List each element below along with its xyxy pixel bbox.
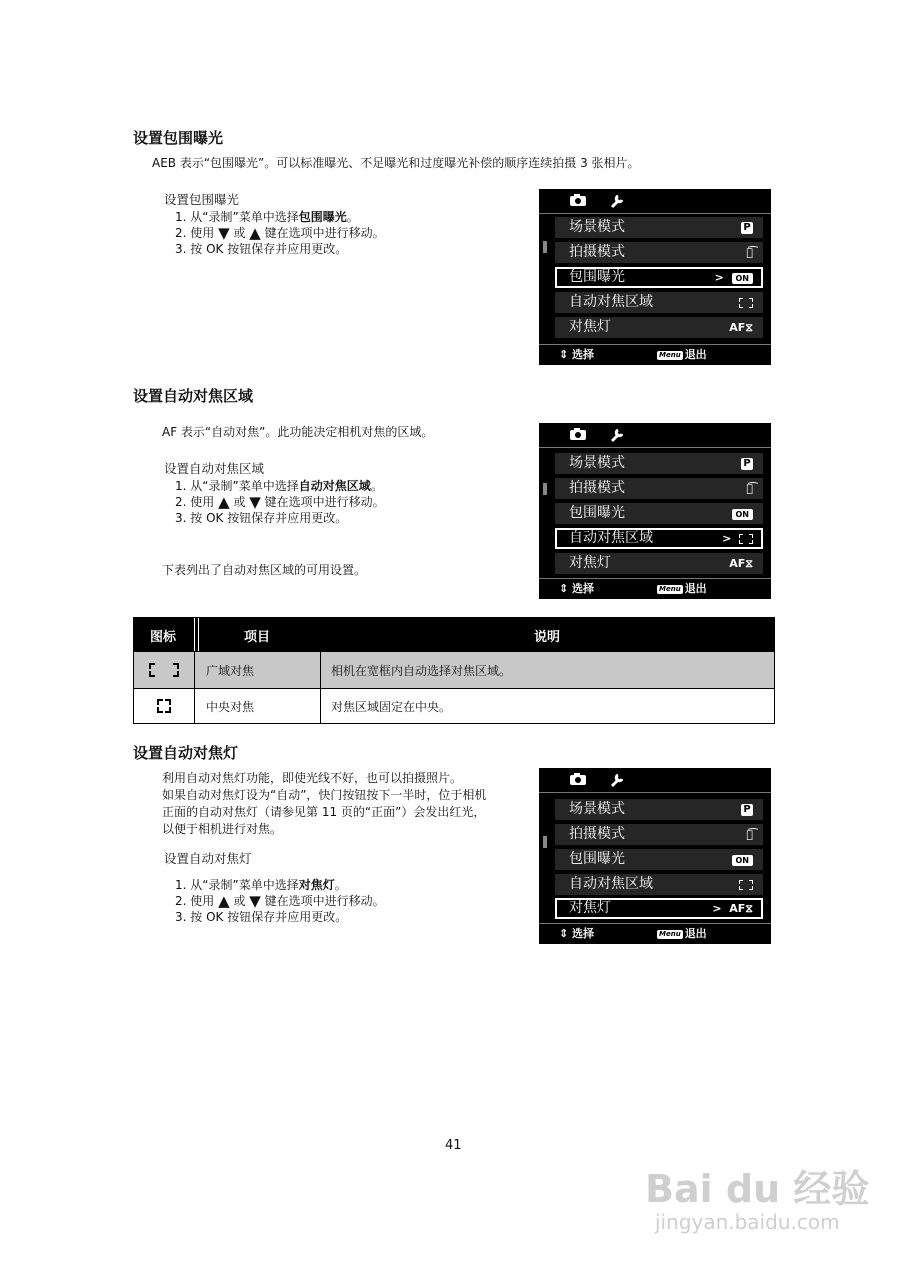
step-1: 1. 从“录制”菜单中选择自动对焦区域。 [175,479,383,493]
menu-item-bracket: 包围曝光 ON [555,503,763,524]
step-1: 1. 从“录制”菜单中选择包围曝光。 [175,210,359,224]
down-arrow-key-icon: ▼ [218,224,230,242]
af-bracket-icon [739,880,753,890]
header-desc-col: 说明 [534,630,561,645]
camera-menu-screen [539,768,771,944]
watermark-url: jingyan.baidu.com [655,1210,840,1234]
scrollbar [543,483,547,495]
up-arrow-key-icon: ▲ [249,224,261,242]
center-af-icon [157,699,171,713]
wrench-icon [609,772,625,788]
menu-item-af-lamp: 对焦灯 AF⧖ [555,317,763,338]
section-title-bracketing: 设置包围曝光 [133,129,224,147]
table-header [134,618,774,651]
step-3: 3. 按 OK 按钮保存并应用更改。 [175,242,348,256]
menu-item-af-area: 自动对焦区域 [555,874,763,895]
menu-tab-bar [539,423,771,448]
section-intro: 利用自动对焦灯功能，即使光线不好，也可以拍摄照片。 如果自动对焦灯设为“自动”，快门按钮按下一半时，位于相机 正面的自动对焦灯（请参见第 11 页的“正面”）会发出红光， 以便于相机进行对焦。 [162,771,487,836]
menu-item-scene: 场景模式 P [555,217,763,238]
scrollbar [543,836,547,848]
step-3: 3. 按 OK 按钮保存并应用更改。 [175,910,348,924]
sub-heading: 设置自动对焦区域 [164,461,265,476]
sub-heading: 设置包围曝光 [164,192,240,207]
down-arrow-key-icon: ▼ [249,493,261,511]
camera-menu-screen [539,423,771,599]
step-3: 3. 按 OK 按钮保存并应用更改。 [175,511,348,525]
drive-mode-icon: ⓘ͡ [746,246,753,259]
af-area-table [133,617,775,724]
sub-heading: 设置自动对焦灯 [164,851,252,866]
section-intro: AF 表示“自动对焦”。此功能决定相机对焦的区域。 [162,425,434,439]
menu-item-scene: 场景模式 P [555,453,763,474]
menu-footer: ⇕ 选择 Menu 退出 [539,344,771,365]
wide-af-icon [149,663,179,677]
camera-icon [569,772,587,786]
header-item-col: 项目 [244,630,271,645]
menu-tab-bar [539,768,771,793]
menu-item-af-area: 自动对焦区域 [555,292,763,313]
row-desc: 对焦区域固定在中央。 [331,700,452,714]
step-2: 2. 使用 ▲ 或 ▼ 键在选项中进行移动。 [175,892,385,910]
row-item: 广域对焦 [206,664,255,678]
camera-icon [569,193,587,207]
up-arrow-key-icon: ▲ [218,493,230,511]
table-row [134,688,774,723]
menu-item-af-lamp: 对焦灯 AF⧖ [555,553,763,574]
menu-footer: ⇕ 选择 Menu 退出 [539,578,771,599]
menu-item-scene: 场景模式 P [555,799,763,820]
page-number: 41 [445,1138,462,1153]
down-arrow-key-icon: ▼ [249,892,261,910]
af-bracket-icon [739,534,753,544]
up-arrow-key-icon: ▲ [218,892,230,910]
camera-icon [569,427,587,441]
row-item: 中央对焦 [206,700,255,714]
table-row [134,651,774,688]
drive-mode-icon: ⓘ͡ [746,828,753,841]
section-intro: AEB 表示“包围曝光”。可以标准曝光、不足曝光和过度曝光补偿的顺序连续拍摄 3 张相片。 [152,156,640,170]
section-title-af-area: 设置自动对焦区域 [133,387,254,405]
drive-mode-icon: ⓘ͡ [746,482,753,495]
menu-item-drive: 拍摄模式 ⓘ͡ [555,478,763,499]
step-2: 2. 使用 ▲ 或 ▼ 键在选项中进行移动。 [175,493,385,511]
table-note: 下表列出了自动对焦区域的可用设置。 [162,563,367,577]
menu-item-bracket-selected: 包围曝光 > ON [555,267,763,288]
menu-item-bracket: 包围曝光 ON [555,849,763,870]
menu-tab-bar [539,189,771,214]
section-title-af-lamp: 设置自动对焦灯 [133,744,239,762]
steps-list [175,209,385,257]
baidu-logo-watermark: Bai du 经验 [645,1167,870,1211]
row-desc: 相机在宽框内自动选择对焦区域。 [331,664,512,678]
menu-item-af-area-selected: 自动对焦区域 > [555,528,763,549]
step-2: 2. 使用 ▼ 或 ▲ 键在选项中进行移动。 [175,224,385,242]
wrench-icon [609,427,625,443]
steps-list [175,877,385,925]
scrollbar [543,241,547,253]
steps-list [175,478,385,526]
menu-item-af-lamp-selected: 对焦灯 > AF⧖ [555,898,763,919]
header-icon-col: 图标 [150,630,177,645]
camera-menu-screen [539,189,771,365]
menu-footer: ⇕ 选择 Menu 退出 [539,923,771,944]
af-bracket-icon [739,298,753,308]
menu-item-drive: 拍摄模式 ⓘ͡ [555,242,763,263]
menu-item-drive: 拍摄模式 ⓘ͡ [555,824,763,845]
step-1: 1. 从“录制”菜单中选择对焦灯。 [175,878,347,892]
wrench-icon [609,193,625,209]
